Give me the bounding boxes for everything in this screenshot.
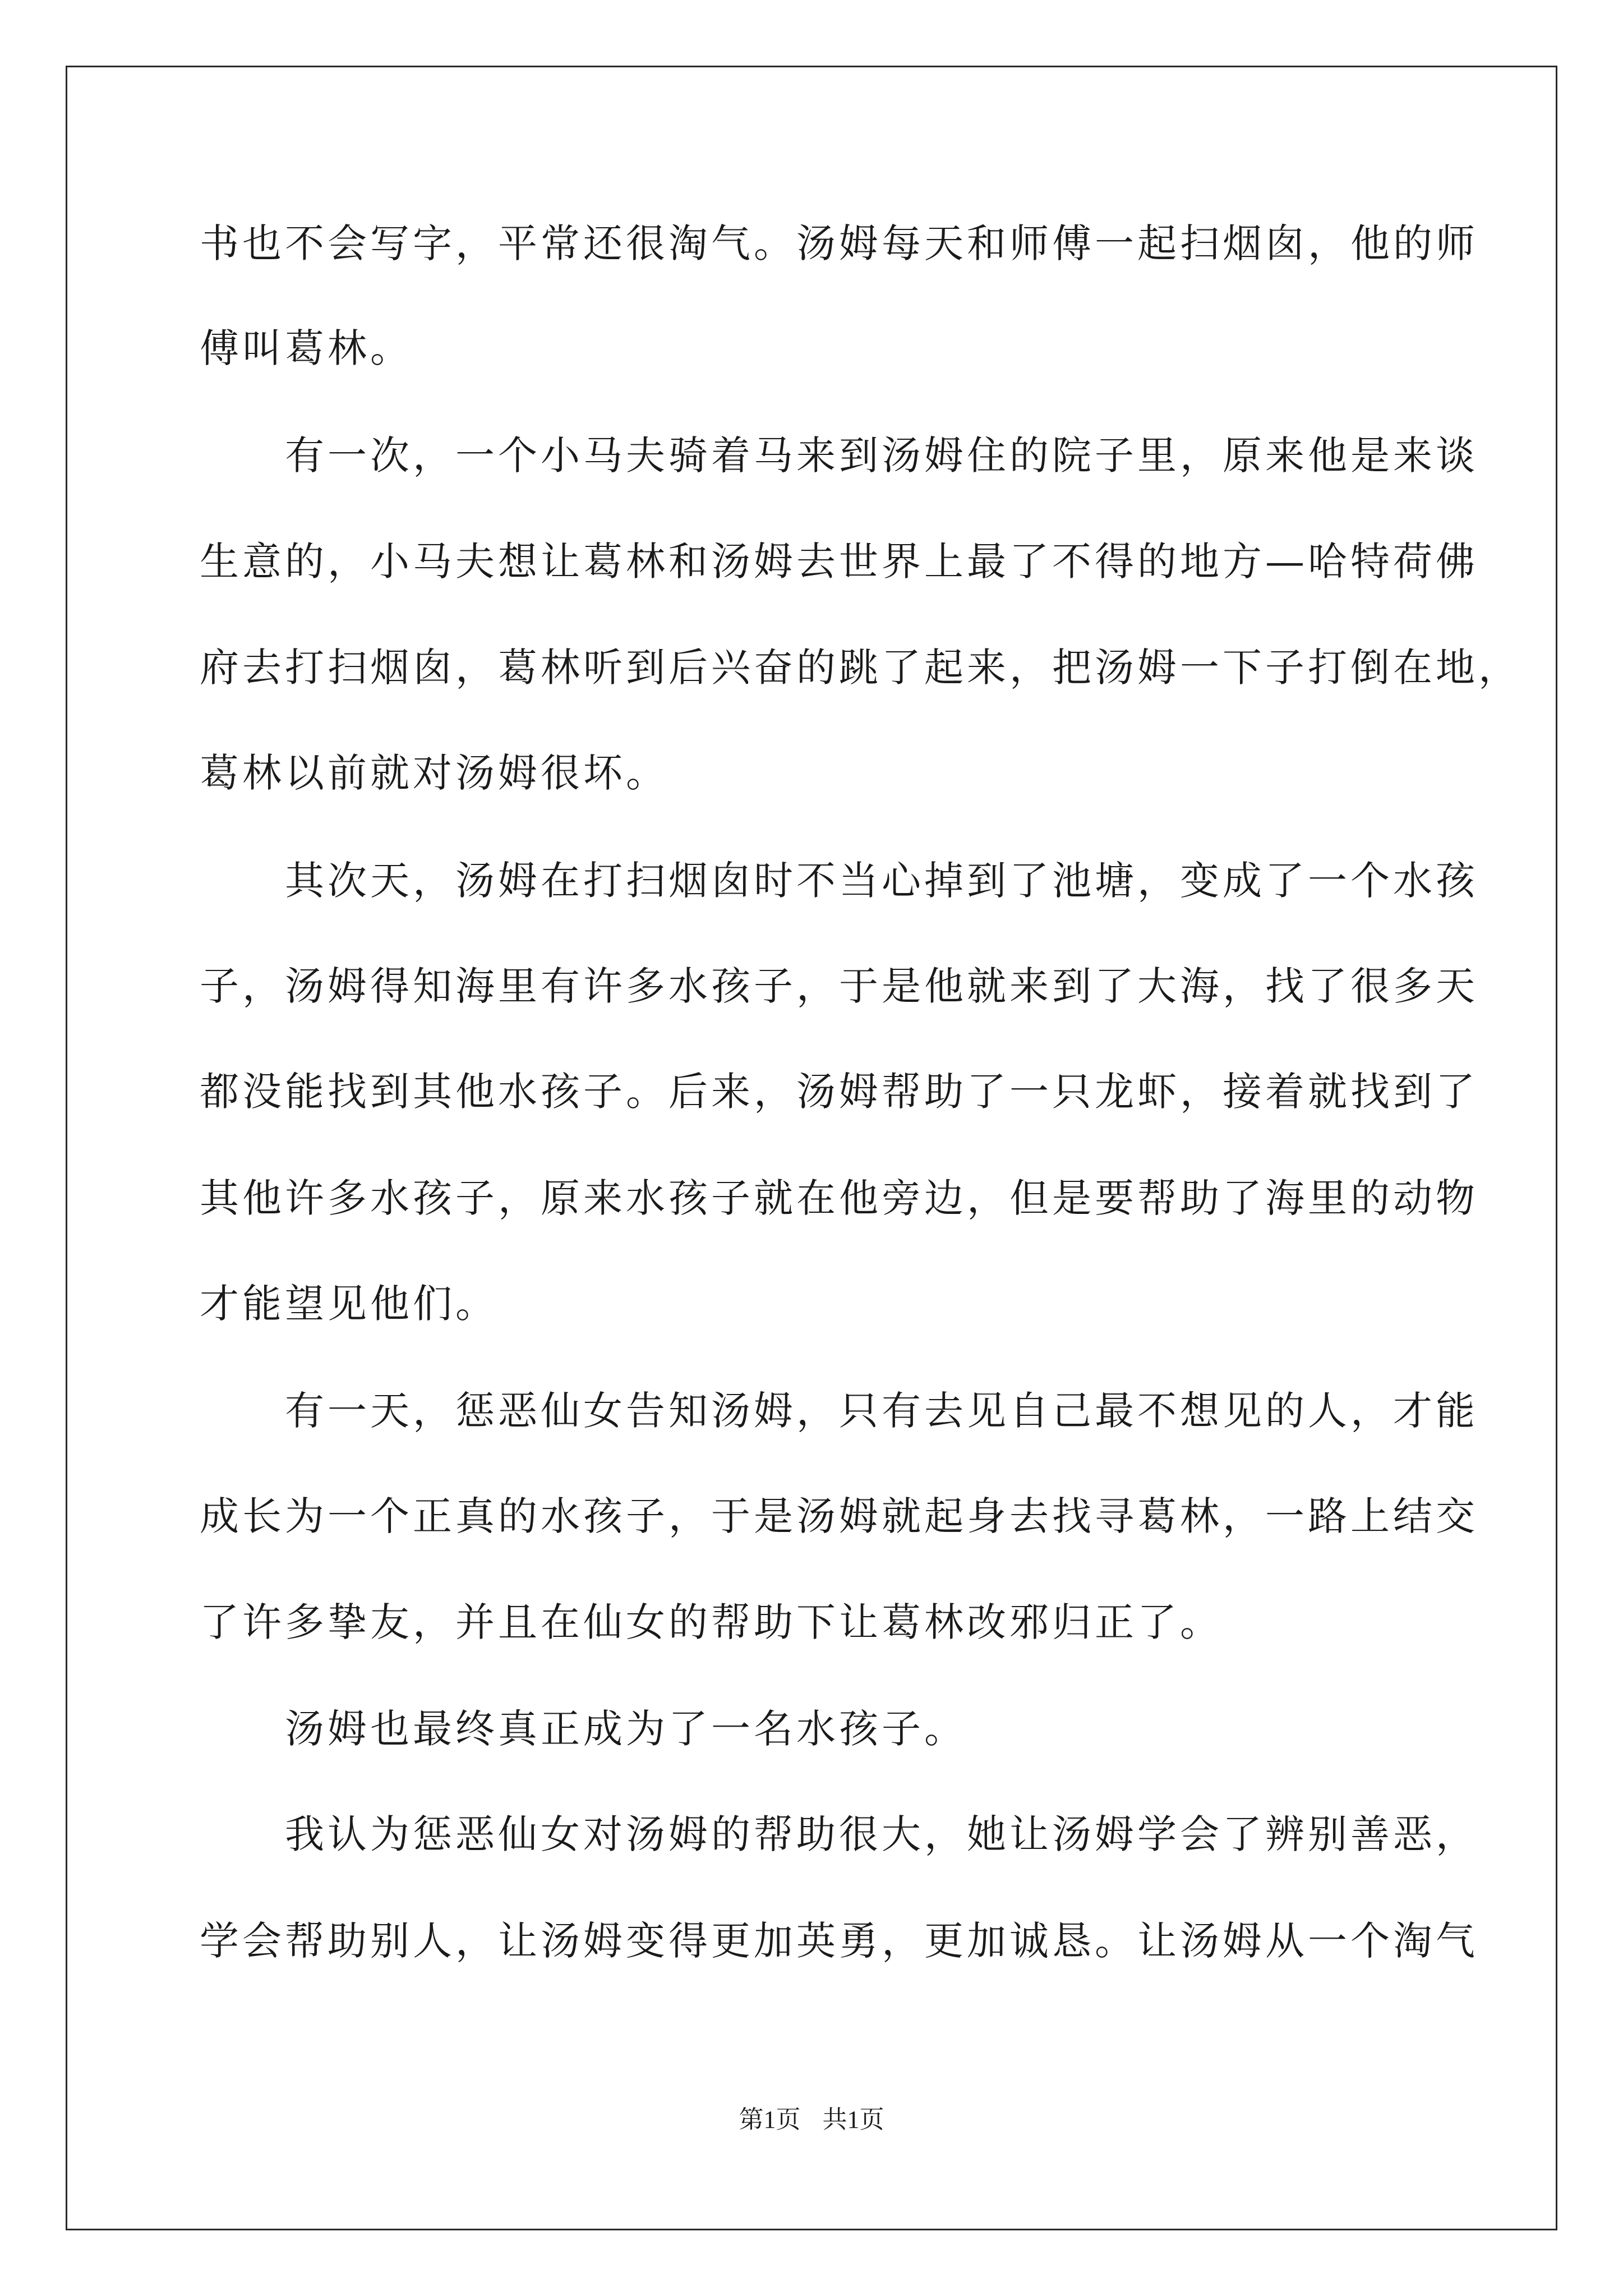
page-border: [66, 66, 1557, 2230]
page-number: 第1页: [739, 2106, 801, 2133]
text-line: 生意的，小马夫想让葛林和汤姆去世界上最了不得的地方—哈特荷佛: [200, 539, 1478, 585]
text-line: 我认为惩恶仙女对汤姆的帮助很大，她让汤姆学会了辨别善恶，: [200, 1811, 1478, 1857]
text-line: 其他许多水孩子，原来水孩子就在他旁边，但是要帮助了海里的动物: [200, 1175, 1478, 1221]
text-line: 有一次，一个小马夫骑着马来到汤姆住的院子里，原来他是来谈: [200, 432, 1478, 478]
text-line: 都没能找到其他水孩子。后来，汤姆帮助了一只龙虾，接着就找到了: [200, 1069, 1478, 1115]
text-line: 了许多挚友，并且在仙女的帮助下让葛林改邪归正了。: [200, 1599, 1223, 1645]
text-line: 才能望见他们。: [200, 1281, 498, 1327]
text-line: 葛林以前就对汤姆很坏。: [200, 750, 668, 796]
page-total: 共1页: [822, 2106, 884, 2133]
text-line: 书也不会写字，平常还很淘气。汤姆每天和师傅一起扫烟囱，他的师: [200, 220, 1478, 266]
text-line: 有一天，惩恶仙女告知汤姆，只有去见自己最不想见的人，才能: [200, 1388, 1478, 1434]
text-line: 学会帮助别人，让汤姆变得更加英勇，更加诚恳。让汤姆从一个淘气: [200, 1918, 1478, 1964]
text-line: 傅叫葛林。: [200, 325, 413, 371]
text-line: 其次天，汤姆在打扫烟囱时不当心掉到了池塘，变成了一个水孩: [200, 858, 1478, 904]
text-line: 汤姆也最终真正成为了一名水孩子。: [200, 1706, 967, 1752]
text-line: 成长为一个正真的水孩子，于是汤姆就起身去找寻葛林，一路上结交: [200, 1493, 1478, 1539]
text-line: 子，汤姆得知海里有许多水孩子，于是他就来到了大海，找了很多天: [200, 963, 1478, 1009]
page-footer: [0, 2099, 1623, 2135]
text-line: 府去打扫烟囱，葛林听到后兴奋的跳了起来，把汤姆一下子打倒在地，: [200, 645, 1521, 691]
